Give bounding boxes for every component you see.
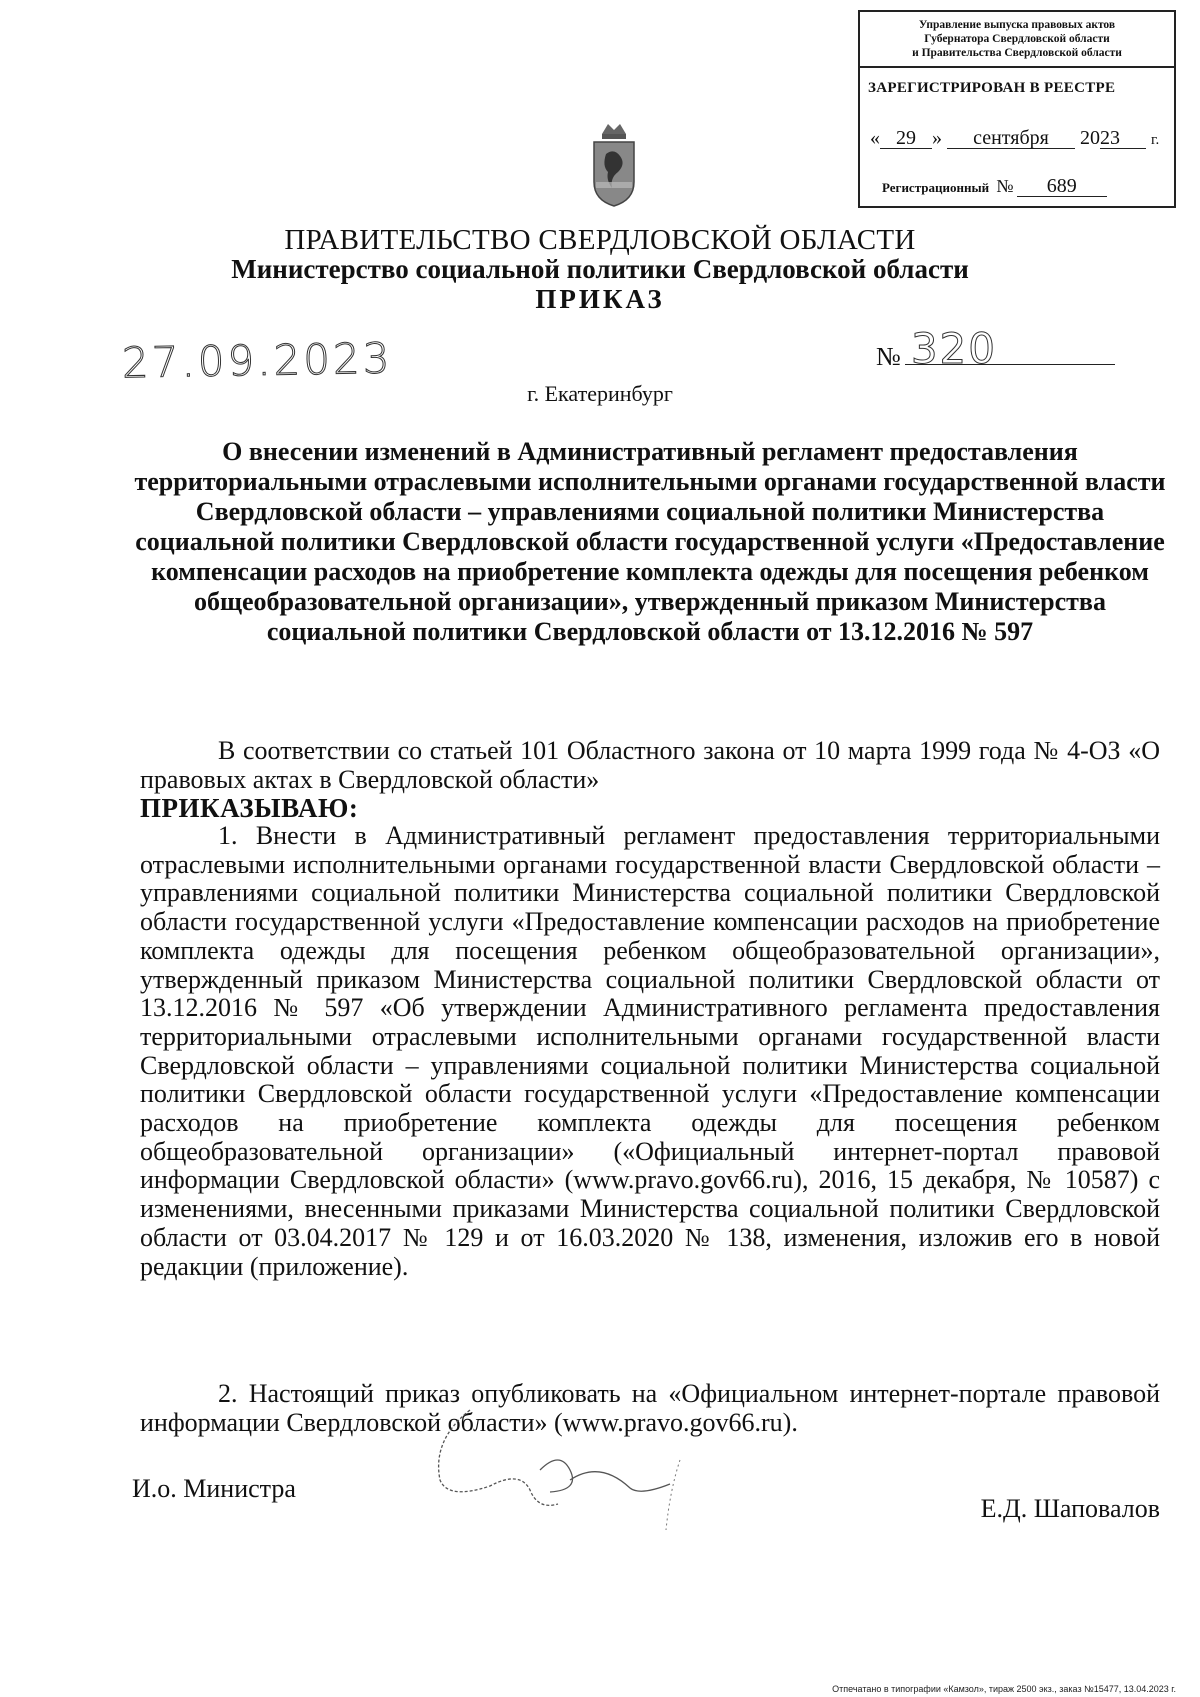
- stamp-year-suffix: 23: [1100, 128, 1146, 149]
- handwritten-signature: [430, 1400, 730, 1570]
- document-title: О внесении изменений в Административный регламент предоставления территориальными отраслевыми исполнительными органами государственной власти Свердловской области – управлениями социальной политики Министерства социальной политики Свердловской области государственной услуги «Предоставление компенсации расходов на приобретение комплекта одежды для посещения ребенком общеобразовательной организации», утвержденный приказом Министерства социальной политики Свердловской области от 13.12.2016 № 597: [134, 437, 1166, 646]
- paragraph-item-1: 1. Внести в Административный регламент предоставления территориальными отраслевыми исполнительными органами государственной власти Свердловской области – управлениями социальной политики Министерства социальной политики Свердловской области государственной услуги «Предоставление компенсации расходов на приобретение комплекта одежды для посещения ребенком общеобразовательной организации», утвержденный приказом Министерства социальной политики Свердловской области от 13.12.2016 № 597 «Об утверждении Административного регламента предоставления территориальными отраслевыми исполнительными органами государственной власти Свердловской области – управлениями социальной политики Министерства социальной политики Свердловской области государственной услуги «Предоставление компенсации расходов на приобретение комплекта одежды для посещения ребенком общеобразовательной организации» («Официальный интернет-портал правовой информации Свердловской области» (www.pravo.gov66.ru), 2016, 15 декабря, № 10587) с изменениями, внесенными приказами Министерства социальной политики Свердловской области от 03.04.2017 № 129 и от 16.03.2020 № 138, изменения, изложив его в новой редакции (приложение).: [140, 821, 1160, 1281]
- orders-heading: ПРИКАЗЫВАЮ:: [140, 793, 359, 823]
- stamp-office-line: и Правительства Свердловской области: [912, 47, 1122, 59]
- stamp-reg-value: 689: [1017, 176, 1107, 197]
- number-sign: №: [876, 342, 901, 371]
- stamp-day: 29: [880, 128, 932, 149]
- order-number-value: 320: [910, 324, 997, 373]
- signatory-position: И.о. Министра: [132, 1474, 296, 1503]
- stamp-year-prefix: 20: [1080, 127, 1100, 149]
- stamp-reg-label: Регистрационный: [882, 180, 990, 195]
- handwritten-date: 27.09.2023: [121, 333, 393, 388]
- intro-paragraph: В соответствии со статьей 101 Областного закона от 10 марта 1999 года № 4-ОЗ «О правовых актах в Свердловской области»: [140, 736, 1160, 794]
- print-footer: Отпечатано в типографии «Камзол», тираж 2500 экз., заказ №15477, 13.04.2023 г.: [832, 1684, 1176, 1694]
- registration-stamp: [858, 10, 1176, 208]
- coat-of-arms-icon: [588, 120, 640, 208]
- stamp-office-line: Губернатора Свердловской области: [924, 33, 1110, 45]
- order-number: [876, 324, 1115, 373]
- stamp-number-sign: №: [996, 176, 1014, 196]
- document-type: ПРИКАЗ: [535, 284, 665, 314]
- paragraph-item-2: 2. Настоящий приказ опубликовать на «Официальном интернет-портале правовой информации Свердловской области» (www.pravo.gov66.ru).: [140, 1379, 1160, 1437]
- stamp-office: [860, 12, 1174, 68]
- stamp-date: « 29 » сентября 2023 г.: [870, 127, 1160, 149]
- stamp-month: сентября: [947, 128, 1075, 149]
- stamp-reg-number: [882, 176, 1107, 197]
- stamp-registered-label: ЗАРЕГИСТРИРОВАН В РЕЕСТРЕ: [868, 80, 1116, 96]
- city: г. Екатеринбург: [527, 381, 673, 406]
- signatory-name: Е.Д. Шаповалов: [980, 1494, 1160, 1523]
- ministry-heading: Министерство социальной политики Свердловской области: [231, 254, 969, 284]
- stamp-year-mark: г.: [1151, 132, 1160, 148]
- government-heading: ПРАВИТЕЛЬСТВО СВЕРДЛОВСКОЙ ОБЛАСТИ: [284, 224, 916, 256]
- stamp-office-line: Управление выпуска правовых актов: [918, 19, 1116, 31]
